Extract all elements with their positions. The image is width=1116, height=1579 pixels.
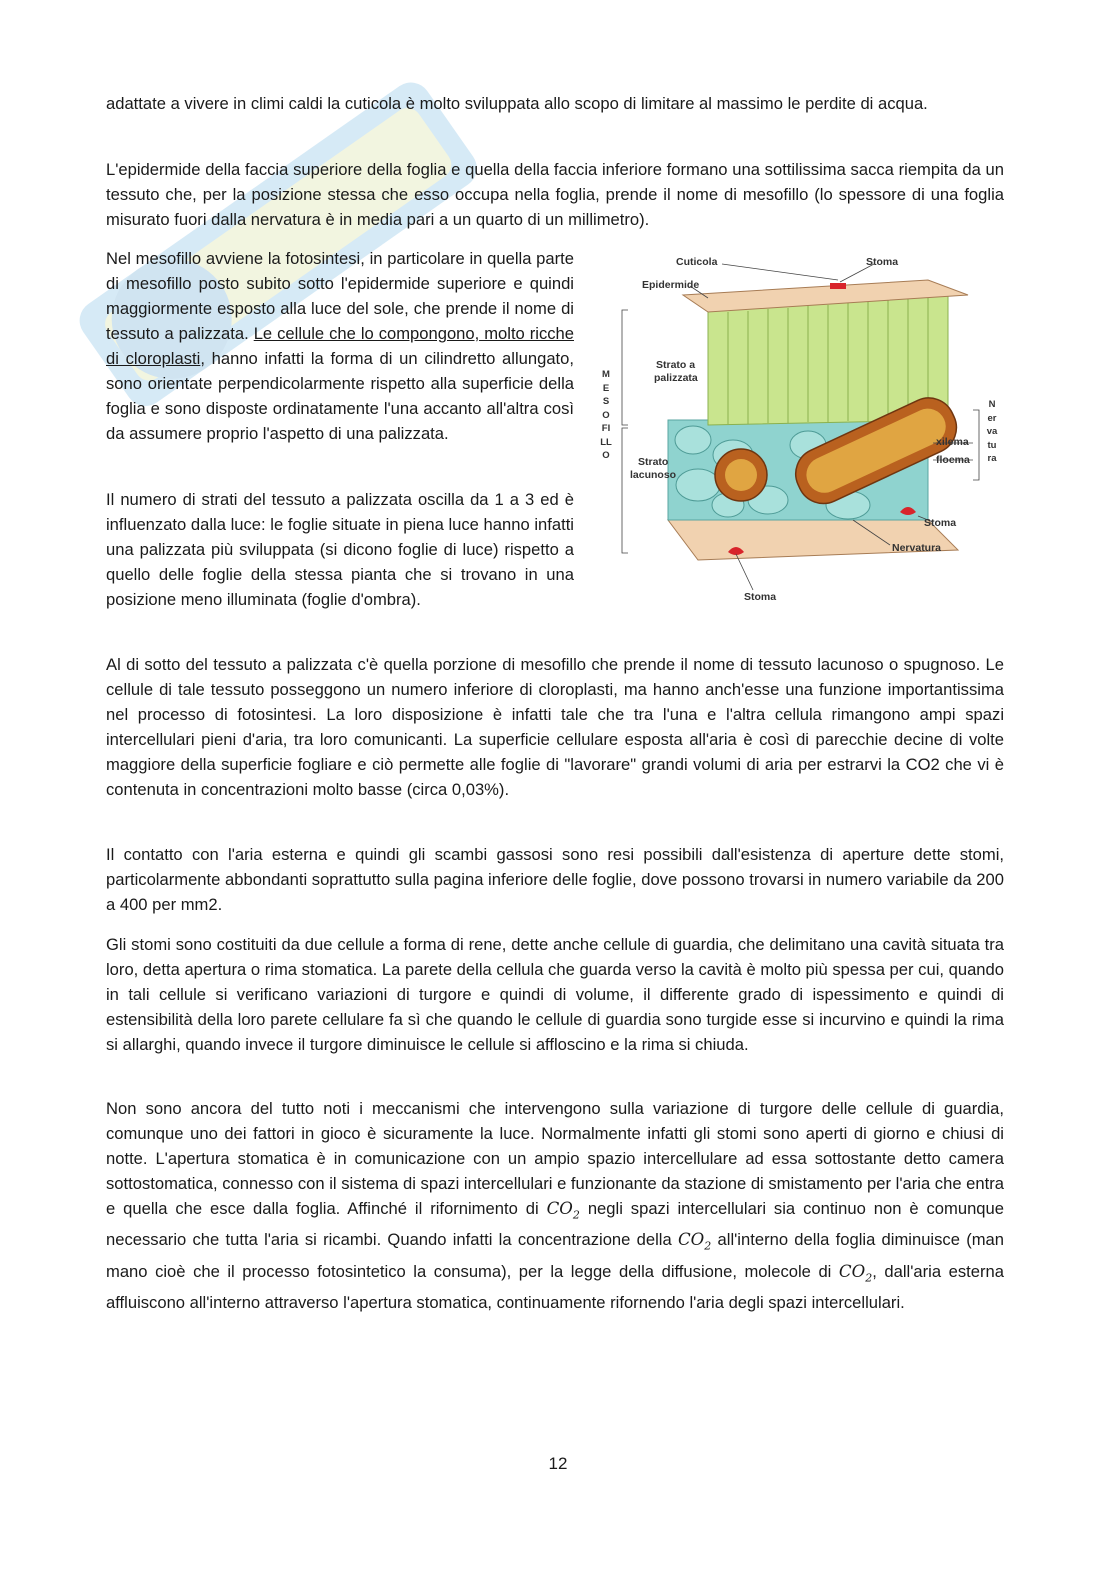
label-mesofillo-vertical: MESOFILLO: [600, 369, 612, 461]
label-strato-lacunoso-1: Strato: [638, 456, 669, 468]
paragraph-turgore-text-b: negli spazi intercellulari sia continuo non è comunque necessario che tutta l'aria si ricambi. Quando infatti la concentrazione della: [106, 1199, 1004, 1250]
label-floema: floema: [936, 454, 970, 466]
label-cuticola: Cuticola: [676, 256, 718, 268]
formula-co2: $CO_2$: [546, 1199, 580, 1222]
paragraph-strati: Il numero di strati del tessuto a palizzata oscilla da 1 a 3 ed è influenzato dalla luce: le foglie situate in piena luce hanno infatti una palizzata più sviluppata (si dicono foglie di luce) rispetto a quello delle foglie della stessa pianta che si trovano in una posizione meno illuminata (foglie d'ombra).: [106, 490, 574, 609]
formula-co2: $CO_2$: [838, 1261, 873, 1284]
label-stoma-top: Stoma: [866, 256, 899, 268]
paragraph-stomi: Il contatto con l'aria esterna e quindi gli scambi gassosi sono resi possibili dall'esistenza di aperture dette stomi, particolarmente abbondanti soprattutto sulla pagina inferiore delle foglie, dove possono trovarsi in numero variabile da 200 a 400 per mm2.: [106, 845, 1004, 914]
label-strato-palizzata-1: Strato a: [656, 359, 696, 371]
page-number: 12: [548, 1454, 568, 1473]
label-xilema: xilema: [936, 436, 969, 448]
paragraph-palizzata: [106, 246, 574, 446]
paragraph-turgore-text-d: , dall'aria esterna affluiscono all'interno attraverso l'apertura stomatica, continuamente rifornendo l'aria degli spazi intercellulari.: [106, 1261, 1004, 1312]
paragraph-cuticola: adattate a vivere in climi caldi la cuticola è molto sviluppata allo scopo di limitare al massimo le perdite di acqua.: [106, 94, 928, 113]
paragraph-palizzata-text-a: Nel mesofillo avviene la fotosintesi, in particolare in quella parte di mesofillo posto subito sotto l'epidermide superiore e quindi maggiormente esposto alla luce del sole, che prende il nome di tessuto a palizzata.: [106, 249, 574, 343]
label-stoma-right: Stoma: [924, 517, 957, 529]
paragraph-turgore: [106, 1096, 1004, 1315]
label-stoma-bottom: Stoma: [744, 591, 777, 603]
leaf-diagram: [598, 250, 1004, 608]
paragraph-cellule-guardia: Gli stomi sono costituiti da due cellule a forma di rene, dette anche cellule di guardia, che delimitano una cavità situata tra loro, detta apertura o rima stomatica. La parete della cellula che guarda verso la cavità è molto più spessa per cui, quando in tali cellule si verificano variazioni di turgore e quindi di volume, il differente grado di ispessimento e quindi di estensibilità della loro parete cellulare fa sì che quando le cellule di guardia sono turgide esse si incurvino e quindi la rima si allarghi, quando invece il turgore diminuisce le cellule si affloscino e la rima si chiuda.: [106, 935, 1004, 1054]
leaf-cross-section-figure: [598, 250, 1004, 608]
underlined-cloroplasti: Le cellule che lo compongono, molto ricche di cloroplasti: [106, 324, 574, 368]
paragraph-turgore-text-c: all'interno della foglia diminuisce (man mano cioè che il processo fotosintetico la consuma), per la legge della diffusione, molecole di: [106, 1230, 1005, 1281]
label-nervatura: Nervatura: [892, 542, 942, 554]
paragraph-palizzata-text-b: , hanno infatti la forma di un cilindretto allungato, sono orientate perpendicolarmente rispetto alla superficie della foglia e sono disposte ordinatamente l'una accanto all'altra così da assumere proprio l'aspetto di una palizzata.: [106, 349, 575, 443]
label-strato-lacunoso-2: lacunoso: [630, 469, 677, 481]
paragraph-mesofillo-intro: L'epidermide della faccia superiore della foglia e quella della faccia inferiore formano una sottilissima sacca riempita da un tessuto che, per la posizione stessa che esso occupa nella foglia, prende il nome di mesofillo (lo spessore di una foglia misurato fuori dalla nervatura è in media pari a un quarto di un millimetro).: [106, 160, 1004, 229]
label-strato-palizzata-2: palizzata: [654, 372, 698, 384]
paragraph-turgore-text-a: Non sono ancora del tutto noti i meccanismi che intervengono sulla variazione di turgore delle cellule di guardia, comunque uno dei fattori in gioco è sicuramente la luce. Normalmente infatti gli stomi sono aperti di giorno e chiusi di notte. L'apertura stomatica è in comunicazione con un ampio spazio intercellulare ad essa sottostante detto camera sottostomatica, connesso con il sistema di spazi intercellulari e funzionante da stazione di smistamento per l'aria che entra e quella che esce dalla foglia. Affinché il rifornimento di: [106, 1099, 1004, 1218]
label-epidermide: Epidermide: [642, 279, 700, 291]
paragraph-lacunoso: Al di sotto del tessuto a palizzata c'è quella porzione di mesofillo che prende il nome di tessuto lacunoso o spugnoso. Le cellule di tale tessuto posseggono un numero inferiore di cloroplasti, ma hanno anch'esse una funzione importantissima nel processo di fotosintesi. La loro disposizione è infatti tale che tra l'una e l'altra cellula rimangono ampi spazi intercellulari pieni d'aria, tra loro comunicanti. La superficie cellulare esposta all'aria è così di parecchie decine di volte maggiore della superficie fogliare e ciò permette alle foglie di "lavorare" grandi volumi di aria per estrarvi la CO2 che vi è contenuta in concentrazioni molto basse (circa 0,03%).: [106, 655, 1004, 799]
label-nervatura-vertical: Nervatura: [986, 399, 998, 464]
formula-co2: $CO_2$: [677, 1230, 712, 1253]
